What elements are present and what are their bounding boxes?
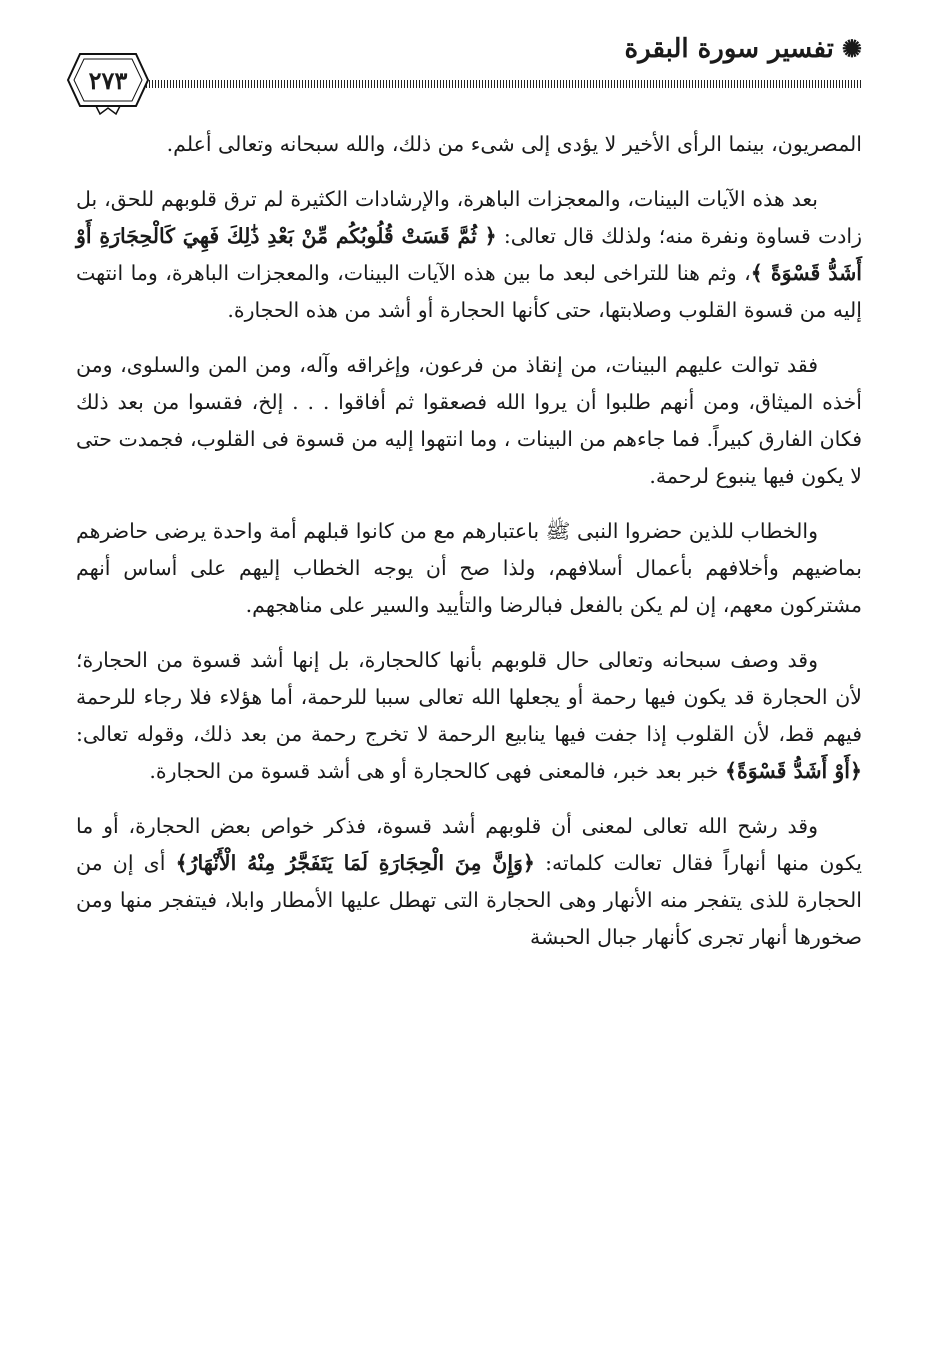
paragraph-6 xyxy=(76,808,862,956)
paragraph-4-text-a: والخطاب للذين حضروا النبى xyxy=(570,519,818,543)
paragraph-6-text-a: وقد رشح الله تعالى لمعنى أن قلوبهم أشد قسوة، فذكر خواص بعض الحجارة، أو ما يكون منها أنهاراً فقال تعالت كلماته: xyxy=(76,814,862,875)
salutation-glyph: ﷺ xyxy=(545,519,571,543)
paragraph-5-text-a: وقد وصف سبحانه وتعالى حال قلوبهم بأنها كالحجارة، بل إنها أشد قسوة من الحجارة؛ لأن الحجارة قد يكون فيها رحمة أو يجعلها الله تعالى سببا للرحمة، أما هؤلاء فلا رجاء للرحمة فيهم قط، لأن القلوب إذا جفت فيها ينابيع الرحمة لا تخرج رحمة من بعد ذلك، وقوله تعالى: xyxy=(76,648,862,746)
sun-ornament-icon: ✺ xyxy=(841,34,862,63)
paragraph-2 xyxy=(76,181,862,329)
page-header xyxy=(66,24,862,114)
paragraph-6-text-b: أى إن من الحجارة للذى يتفجر منه الأنهار وهى الحجارة التى تهطل عليها الأمطار وابلا، فيتفجر منها ومن صخورها أنهار تجرى كأنهار جبال الحبشة xyxy=(76,851,862,949)
quran-verse: ﴿ ثُمَّ قَسَتْ قُلُوبُكُم مِّنْ بَعْدِ ذَٰلِكَ فَهِيَ كَالْحِجَارَةِ أَوْ أَشَدُّ قَسْوَةً ﴾ xyxy=(76,224,862,285)
page-number: ٢٧٣ xyxy=(88,66,128,95)
header-rule xyxy=(146,80,862,88)
paragraph-5 xyxy=(76,642,862,790)
quran-verse: ﴿أَوْ أَشَدُّ قَسْوَةً﴾ xyxy=(725,759,862,783)
paragraph-2-text-b: ، وثم هنا للتراخى لبعد ما بين هذه الآيات البينات، والمعجزات الباهرة، وما انتهت إليه من قسوة القلوب وصلابتها، حتى كأنها الحجارة أو أشد من هذه الحجارة. xyxy=(76,261,862,322)
paragraph-3: فقد توالت عليهم البينات، من إنقاذ من فرعون، وإغراقه وآله، ومن المن والسلوى، ومن أخذه الميثاق، ومن أنهم طلبوا أن يروا الله فصعقوا ثم أفاقوا . . . إلخ، فقسوا من بعد ذلك فكان الفارق كبيراً. فما جاءهم من البينات ، وما انتهوا إليه من قسوة فى القلوب، فجمدت حتى لا يكون فيها ينبوع لرحمة. xyxy=(76,353,862,488)
quran-verse: ﴿وَإِنَّ مِنَ الْحِجَارَةِ لَمَا يَتَفَجَّرُ مِنْهُ الْأَنْهَارُ﴾ xyxy=(175,851,535,875)
running-title-text: تفسير سورة البقرة xyxy=(624,34,834,64)
page-body xyxy=(76,126,862,974)
paragraph-4 xyxy=(76,513,862,624)
paragraph-2-text-a: بعد هذه الآيات البينات، والمعجزات الباهرة، والإرشادات الكثيرة لم ترق قلوبهم للحق، بل زادت قساوة ونفرة منه؛ ولذلك قال تعالى: xyxy=(76,187,862,248)
running-title xyxy=(625,32,863,66)
page-number-badge xyxy=(66,46,150,116)
paragraph-4-text-b: باعتبارهم مع من كانوا قبلهم أمة واحدة يرضى حاضرهم بماضيهم وأخلافهم بأعمال أسلافهم، ولذا صح أن يوجه الخطاب إليهم على أساس أنهم مشتركون معهم، إن لم يكن بالفعل فبالرضا والتأييد والسير على مناهجهم. xyxy=(76,519,862,617)
paragraph-1: المصريون، بينما الرأى الأخير لا يؤدى إلى شىء من ذلك، والله سبحانه وتعالى أعلم. xyxy=(166,132,862,156)
paragraph-5-text-b: خبر بعد خبر، فالمعنى فهى كالحجارة أو هى أشد قسوة من الحجارة. xyxy=(149,759,726,783)
